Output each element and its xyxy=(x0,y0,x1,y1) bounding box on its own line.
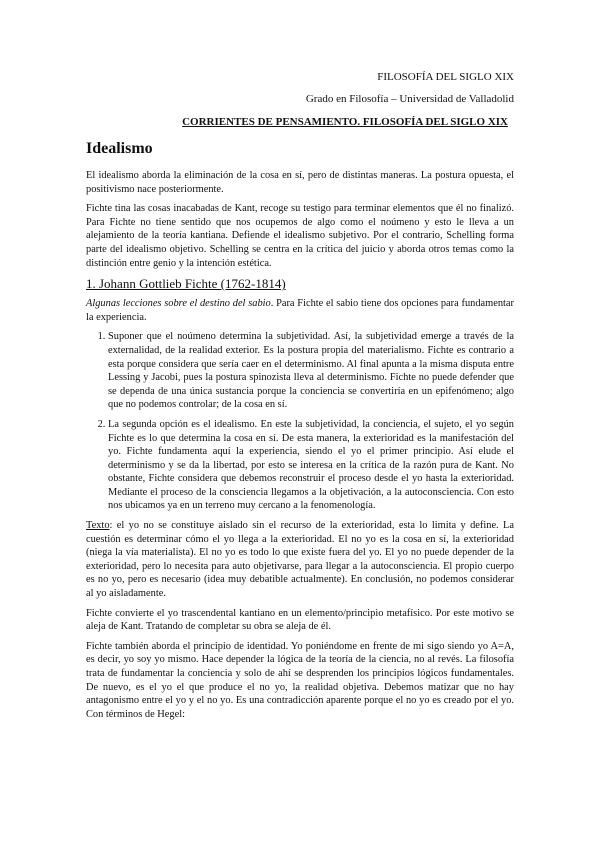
institution-header: Grado en Filosofía – Universidad de Valladolid xyxy=(305,93,514,105)
intro-paragraph-1: El idealismo aborda la eliminación de la cosa en sí, pero de distintas maneras. La postura opuesta, el positivismo nace posteriormente. xyxy=(86,170,514,195)
document-page xyxy=(86,70,514,727)
lead-paragraph xyxy=(86,297,514,324)
list-item: 1. Suponer que el noúmeno determina la subjetividad. Así, la subjetividad emerge a través de la externalidad, de la realidad exterior. Es la postura propia del materialismo. Fichte es contrario a esta porque considera que sería caer en el determinismo. Al final apunta a la misma disputa entre Lessing y Jacobi, pues la postura spinozista lleva al determinismo. Fichte no puede defender que se dependa de una única sustancia porque la conciencia se convertiría en un epifenómeno; algo que no podemos controlar; de la cosa en sí. xyxy=(108,330,514,412)
body-paragraph-2: Fichte convierte el yo trascendental kantiano en un elemento/principio metafísico. Por este motivo se aleja de Kant. Tratando de completar su obra se aleja de él. xyxy=(86,607,514,633)
course-header: FILOSOFÍA DEL SIGLO XIX xyxy=(377,71,514,83)
texto-label: Texto xyxy=(86,520,110,532)
options-list xyxy=(86,330,514,513)
subsection-heading: 1. Johann Gottlieb Fichte (1762-1814) xyxy=(86,276,286,292)
list-item: 2. La segunda opción es el idealismo. En este la subjetividad, la conciencia, el sujeto, el yo según Fichte es lo que determina la cosa en sí. De esta manera, la exterioridad es la manifestación del yo. Fichte fundamenta aquí la experiencia, siendo el yo el primer principio. Así elude el determinismo y se da la libertad, por esto se interesa en la crítica de la razón pura de Kant. No obstante, Fichte considera que debemos reconstruir el proceso desde el yo hasta la exterioridad. Mediante el proceso de la consciencia llegamos a la objetivación, a la autoconsciencia. Con esto nos ubicamos ya en un terreno muy cercano a la fenomenología. xyxy=(108,418,514,513)
lead-italic-title: Algunas lecciones sobre el destino del sabio xyxy=(86,298,271,310)
lead-text: . Para Fichte el sabio tiene dos opciones para fundamentar la experiencia. xyxy=(86,298,514,323)
texto-body: : el yo no se constituye aislado sin el recurso de la exterioridad, esta lo limita y define. La cuestión es determinar cómo el yo llega a la exterioridad. El no yo es la cosa en sí, la exterioridad (niega la vía materialista). El no yo es todo lo que existe fuera del yo. El yo no puede depender de la exterioridad, pero lo necesita para auto objetivarse, para llegar a la autoconsciencia. El propio cuerpo es no yo, pero es necesario (idea muy debatible actualmente). En conclusión, no podemos considerar al yo aisladamente. xyxy=(86,520,514,600)
intro-paragraph-2: Fichte tina las cosas inacabadas de Kant, recoge su testigo para terminar elementos que él no finalizó. Para Fichte no tiene sentido que nos ocupemos de algo como el noúmeno y esto le lleva a un alejamiento de la teoría kantiana. Defiende el idealismo subjetivo. Por el contrario, Schelling forma parte del idealismo objetivo. Schelling se centra en la crítica del juicio y aborda otros temas como la distinción entre genio y la intención estética. xyxy=(86,203,514,269)
section-heading: Idealismo xyxy=(86,140,153,157)
document-title: CORRIENTES DE PENSAMIENTO. FILOSOFÍA DEL SIGLO XIX xyxy=(182,116,508,128)
texto-paragraph xyxy=(86,519,514,601)
body-paragraph-3: Fichte también aborda el principio de identidad. Yo poniéndome en frente de mi sigo siendo yo A=A, es decir, yo soy yo mismo. Hace depender la lógica de la teoría de la ciencia, no al revés. La filosofía trata de fundamentar la conciencia y solo de ahí se desprenden los principios lógicos fundamentales. De nuevo, es el yo el que produce el no yo, la realidad objetiva. Debemos matizar que no hay antagonismo entre el yo y el no yo. Es una contradicción aparente porque el no yo es creado por el yo. Con términos de Hegel: xyxy=(86,640,514,720)
